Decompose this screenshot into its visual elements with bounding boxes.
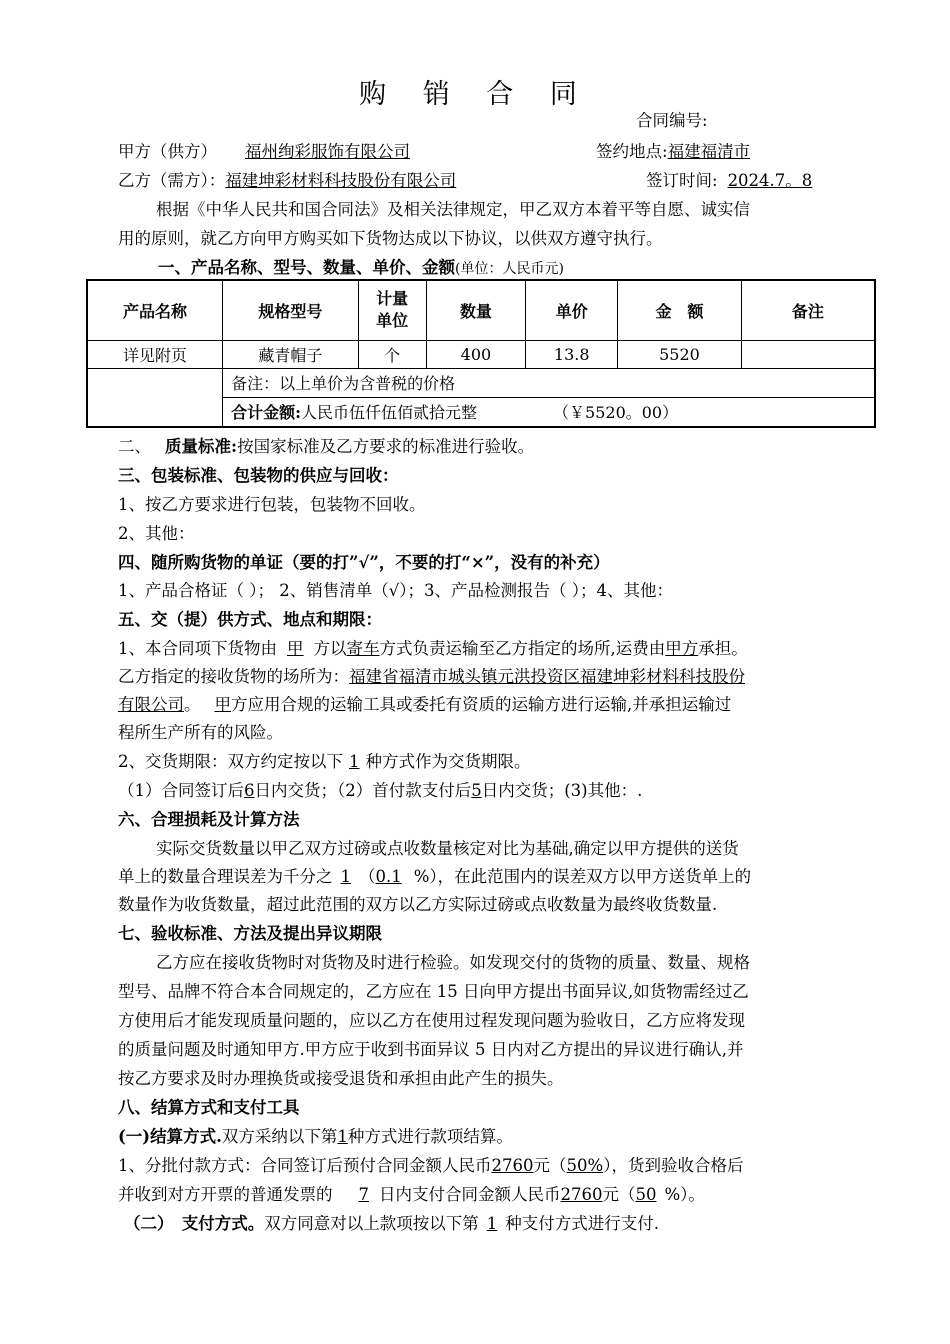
text-span: 日内支付合同金额人民币 xyxy=(379,1185,561,1204)
text-span: 种方式进行款项结算。 xyxy=(347,1127,513,1146)
payment-method-label: （二） 支付方式。 xyxy=(124,1214,265,1233)
text-span: 双方采纳以下第 xyxy=(221,1127,338,1146)
section-3-item-2: 2、其他： xyxy=(118,524,195,543)
text-span: 并收到对方开票的普通发票的 xyxy=(118,1185,333,1204)
delivery-method: 寄车 xyxy=(346,639,380,658)
text-span: （1）合同签订后 xyxy=(118,781,244,800)
section-8-heading: 八、结算方式和支付工具 xyxy=(118,1098,300,1117)
cell-unit: 个 xyxy=(358,340,426,368)
section-7-line-5: 按乙方要求及时办理换货或接受退货和承担由此产生的损失。 xyxy=(118,1069,564,1088)
section-2-num: 二、 xyxy=(118,437,151,456)
sign-place-value: 福建福清市 xyxy=(667,142,751,161)
text-span: ），货到验收合格后 xyxy=(603,1156,744,1175)
goods-table xyxy=(86,279,876,428)
final-pay-percent: 50 xyxy=(635,1185,657,1204)
tolerance-percent: 0.1 xyxy=(375,867,402,886)
section-1-title: 一、产品名称、型号、数量、单价、金额 xyxy=(158,258,455,277)
section-6-line-3: 数量作为收货数量，超过此范围的双方以乙方实际过磅或点收数量为最终收货数量. xyxy=(118,895,718,914)
text-span: %），在此范围内的误差双方以甲方送货单上的 xyxy=(413,867,752,886)
text-span: 单上的数量合理误差为千分之 xyxy=(118,867,333,886)
text-span: （ xyxy=(359,867,376,886)
section-5-line-6 xyxy=(118,780,642,802)
section-4-heading: 四、随所购货物的单证（要的打”√”，不要的打“×”，没有的补充） xyxy=(118,553,610,572)
party-b-line xyxy=(118,170,523,192)
section-7-line-3: 方使用后才能发现质量问题的，应以乙方在使用过程发现问题为验收日，乙方应将发现 xyxy=(118,1011,745,1030)
text-span: 承担。 xyxy=(698,639,748,658)
page-title: 购 销 合 同 xyxy=(359,79,591,110)
settlement-label: (一)结算方式. xyxy=(118,1127,222,1146)
transport-party: 甲 xyxy=(214,695,231,714)
text-span: %）。 xyxy=(664,1185,705,1204)
text-span: 元（ xyxy=(533,1156,567,1175)
section-5-line-3 xyxy=(118,694,731,716)
party-a-name: 福州绚彩服饰有限公司 xyxy=(245,142,410,161)
tolerance-value: 1 xyxy=(340,867,351,886)
delivery-days-1: 6 xyxy=(244,781,255,800)
section-7-heading: 七、验收标准、方法及提出异议期限 xyxy=(118,924,382,943)
delivery-days-2: 5 xyxy=(471,781,482,800)
section-1-unit: (单位：人民币元) xyxy=(455,261,564,277)
sign-date-label: 签订时间: xyxy=(646,171,718,190)
text-span: 种支付方式进行支付. xyxy=(505,1214,659,1233)
party-a-label: 甲方（供方） xyxy=(118,142,217,161)
text-span: 1、本合同项下货物由 xyxy=(118,639,277,658)
cell-empty xyxy=(87,397,223,427)
section-5-line-1 xyxy=(118,638,748,660)
text-span: 双方同意对以上款项按以下第 xyxy=(264,1214,479,1233)
party-b-name: 福建坤彩材料科技股份有限公司 xyxy=(225,171,457,190)
section-5-line-4: 程所生产所有的风险。 xyxy=(118,723,283,742)
section-8-sub-2 xyxy=(124,1213,659,1235)
section-2 xyxy=(118,436,534,458)
text-span: 种方式作为交货期限。 xyxy=(365,752,531,771)
cell-quantity: 400 xyxy=(426,340,526,368)
settlement-option: 1 xyxy=(337,1127,348,1146)
section-7-line-1: 乙方应在接收货物时对货物及时进行检验。如发现交付的货物的质量、数量、规格 xyxy=(156,953,750,972)
section-3-item-1: 1、按乙方要求进行包装，包装物不回收。 xyxy=(118,495,426,514)
text-span: 元（ xyxy=(602,1185,636,1204)
freight-payer: 甲方 xyxy=(665,639,699,658)
text-span: 。 xyxy=(184,695,201,714)
text-span: 1、分批付款方式：合同签订后预付合同金额人民币 xyxy=(118,1156,492,1175)
text-span: 方以 xyxy=(313,639,347,658)
total-number: （￥5520。00） xyxy=(553,403,679,423)
sign-place xyxy=(596,141,750,163)
text-span: 方应用合规的运输工具或委托有资质的运输方进行运输,并承担运输过 xyxy=(231,695,732,714)
delivery-party: 甲 xyxy=(287,639,304,658)
party-a-line xyxy=(118,141,569,163)
header-amount: 金 额 xyxy=(618,280,742,340)
section-3-heading: 三、包装标准、包装物的供应与回收： xyxy=(118,466,399,485)
final-pay-amount: 2760 xyxy=(560,1185,603,1204)
cell-empty xyxy=(87,368,223,397)
header-product-name: 产品名称 xyxy=(87,280,223,340)
section-6-line-2 xyxy=(118,866,751,888)
header-remarks: 备注 xyxy=(741,280,875,340)
section-6-heading: 六、合理损耗及计算方法 xyxy=(118,810,300,829)
sign-date-value: 2024.7。8 xyxy=(727,171,813,190)
section-2-text: 按国家标准及乙方要求的标准进行验收。 xyxy=(237,437,535,456)
text-span: 乙方指定的接收货物的场所为： xyxy=(118,667,349,686)
prepay-percent: 50% xyxy=(566,1156,604,1175)
header-unit xyxy=(358,280,426,340)
delivery-term-option: 1 xyxy=(349,752,360,771)
text-span: 2、交货期限：双方约定按以下 xyxy=(118,752,343,771)
total-label: 合计金额: xyxy=(231,403,302,423)
payment-method-option: 1 xyxy=(486,1214,498,1233)
total-words: 人民币伍仟伍佰贰拾元整 xyxy=(301,403,478,423)
header-unit-line-2: 单位 xyxy=(376,311,409,331)
table-note-row xyxy=(87,368,875,397)
contract-number-label: 合同编号: xyxy=(636,111,708,130)
table-header-row xyxy=(87,280,875,340)
header-spec: 规格型号 xyxy=(223,280,359,340)
header-unit-price: 单价 xyxy=(526,280,618,340)
prepay-amount: 2760 xyxy=(491,1156,534,1175)
text-span: 日内交货；（2）首付款支付后 xyxy=(254,781,472,800)
delivery-address: 福建省福清市城头镇元洪投资区福建坤彩材料科技股份 xyxy=(349,667,745,686)
intro-line-1: 根据《中华人民共和国合同法》及相关法律规定，甲乙双方本着平等自愿、诚实信 xyxy=(156,200,750,219)
section-8-payment-line-1 xyxy=(118,1155,743,1177)
header-unit-line-1: 计量 xyxy=(376,289,409,309)
delivery-address-cont: 有限公司 xyxy=(118,695,184,714)
cell-amount: 5520 xyxy=(618,340,742,368)
intro-line-2: 用的原则，就乙方向甲方购买如下货物达成以下协议，以供双方遵守执行。 xyxy=(118,229,663,248)
text-span: 方式负责运输至乙方指定的场所,运费由 xyxy=(379,639,666,658)
section-8-payment-line-2 xyxy=(118,1184,705,1206)
section-8-sub-1 xyxy=(118,1126,513,1148)
section-5-heading: 五、交（提）供方式、地点和期限： xyxy=(118,610,382,629)
section-7-line-4: 的质量问题及时通知甲方.甲方应于收到书面异议 5 日内对乙方提出的异议进行确认,并 xyxy=(118,1040,744,1059)
sign-date xyxy=(646,170,812,192)
section-1-heading xyxy=(158,257,564,280)
section-5-line-2 xyxy=(118,666,745,688)
section-5-line-5 xyxy=(118,751,531,773)
section-7-line-2: 型号、品牌不符合本合同规定的，乙方应在 15 日向甲方提出书面异议,如货物需经过乙 xyxy=(118,982,749,1001)
cell-unit-price: 13.8 xyxy=(526,340,618,368)
party-b-label: 乙方（需方）： xyxy=(118,171,226,190)
cell-remarks xyxy=(741,340,875,368)
section-6-line-1: 实际交货数量以甲乙双方过磅或点收数量核定对比为基础,确定以甲方提供的送货 xyxy=(156,839,739,858)
final-pay-days: 7 xyxy=(358,1185,369,1204)
section-2-heading: 质量标准: xyxy=(165,437,238,456)
table-total-row xyxy=(87,397,875,427)
text-span: 日内交货；(3)其他：. xyxy=(481,781,643,800)
cell-spec: 藏青帽子 xyxy=(223,340,359,368)
header-quantity: 数量 xyxy=(426,280,526,340)
table-total xyxy=(223,397,875,427)
section-4-text: 1、产品合格证（ ）； 2、销售清单（√）；3、产品检测报告（ ）；4、其他： xyxy=(118,581,673,600)
table-row xyxy=(87,340,875,368)
sign-place-label: 签约地点: xyxy=(596,142,668,161)
cell-product-name: 详见附页 xyxy=(87,340,223,368)
table-note: 备注：以上单价为含普税的价格 xyxy=(223,368,875,397)
